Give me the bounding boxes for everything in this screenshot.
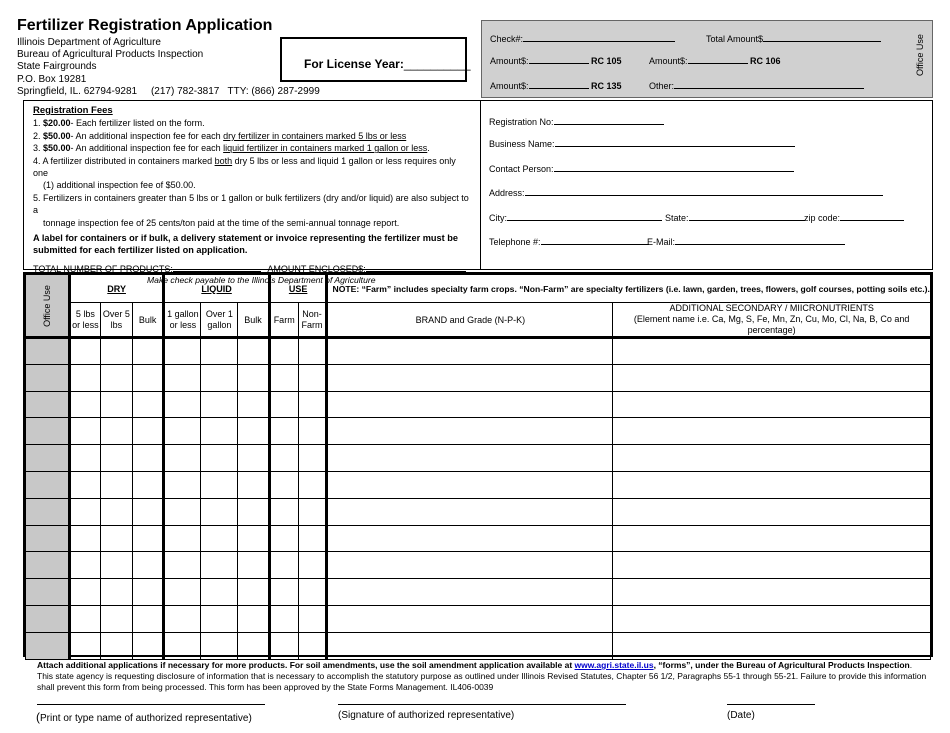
entry-cell[interactable] — [269, 445, 298, 472]
entry-cell[interactable] — [100, 552, 132, 579]
use-header: USE — [269, 275, 327, 303]
state-label: State: — [665, 213, 689, 223]
agency-address — [17, 37, 320, 98]
label-note-1: A label for containers or if bulk, a delivery statement or invoice representing the fertilizer must be — [33, 233, 458, 244]
entry-cell[interactable] — [164, 445, 201, 472]
entry-cell[interactable] — [201, 471, 238, 498]
entry-cell[interactable] — [269, 632, 298, 659]
entry-cell[interactable] — [69, 338, 100, 365]
entry-cell[interactable] — [298, 498, 327, 525]
office-use-cell — [26, 391, 70, 418]
entry-cell[interactable] — [69, 552, 100, 579]
address-line: Illinois Department of Agriculture — [17, 37, 161, 48]
entry-cell[interactable] — [298, 364, 327, 391]
entry-cell[interactable] — [238, 338, 270, 365]
entry-cell[interactable] — [100, 498, 132, 525]
entry-cell[interactable] — [100, 471, 132, 498]
entry-cell[interactable] — [238, 605, 270, 632]
office-use-cell — [26, 525, 70, 552]
table-row — [26, 391, 931, 418]
entry-cell[interactable] — [201, 605, 238, 632]
products-table — [25, 274, 931, 660]
entry-cell[interactable] — [238, 552, 270, 579]
entry-cell[interactable] — [238, 525, 270, 552]
address-label: Address: — [489, 188, 525, 198]
entry-cell[interactable] — [201, 445, 238, 472]
entry-cell[interactable] — [164, 552, 201, 579]
amount-label: Amount$: — [649, 56, 688, 66]
entry-cell[interactable] — [298, 391, 327, 418]
entry-cell[interactable] — [69, 605, 100, 632]
payable-note: Make check payable to the Illinois Department of Agriculture — [147, 275, 376, 286]
city-field[interactable] — [489, 212, 662, 223]
liquid-over1-header: Over 1 gallon — [201, 303, 238, 338]
entry-cell[interactable] — [132, 338, 164, 365]
entry-cell[interactable] — [164, 605, 201, 632]
table-row — [26, 579, 931, 606]
entry-cell[interactable] — [238, 418, 270, 445]
entry-cell[interactable] — [298, 445, 327, 472]
entry-cell[interactable] — [132, 364, 164, 391]
check-label: Check#: — [490, 34, 524, 44]
entry-cell[interactable] — [69, 525, 100, 552]
fee-item-4: 4. A fertilizer distributed in containers marked both dry 5 lbs or less and liquid 1 gallon or less requires only one — [33, 155, 456, 179]
entry-cell[interactable] — [327, 605, 613, 632]
total-amount-label: Total Amount$ — [706, 34, 764, 44]
rc135-code: RC 135 — [591, 81, 622, 91]
entry-cell[interactable] — [327, 364, 613, 391]
entry-cell[interactable] — [613, 364, 931, 391]
entry-cell[interactable] — [238, 471, 270, 498]
entry-cell[interactable] — [613, 445, 931, 472]
office-use-cell — [26, 338, 70, 365]
additional-subtitle: (Element name i.e. Ca, Mg, S, Fe, Mn, Zn, Cu, Mo, Cl, Na, B, Co and percentage) — [633, 314, 910, 335]
entry-cell[interactable] — [100, 445, 132, 472]
office-use-panel — [481, 20, 933, 98]
total-amount-field[interactable] — [706, 33, 881, 44]
entry-cell[interactable] — [69, 579, 100, 606]
products-table-wrap — [23, 272, 933, 657]
entry-cell[interactable] — [132, 605, 164, 632]
table-row — [26, 498, 931, 525]
entry-cell[interactable] — [269, 605, 298, 632]
use-nonfarm-header: Non-Farm — [298, 303, 327, 338]
amount-enclosed-label: AMOUNT ENCLOSED$: — [267, 263, 366, 274]
business-name-field[interactable] — [489, 138, 795, 149]
entry-cell[interactable] — [238, 445, 270, 472]
table-row — [26, 525, 931, 552]
table-row — [26, 418, 931, 445]
entry-cell[interactable] — [327, 552, 613, 579]
address-line: State Fairgrounds — [17, 61, 97, 73]
table-row — [26, 364, 931, 391]
entry-cell[interactable] — [164, 471, 201, 498]
entry-cell[interactable] — [100, 391, 132, 418]
entry-cell[interactable] — [201, 418, 238, 445]
entry-cell[interactable] — [164, 498, 201, 525]
other-field[interactable] — [649, 80, 864, 91]
entry-cell[interactable] — [298, 418, 327, 445]
entry-cell[interactable] — [100, 525, 132, 552]
fee-item-4-cont: (1) additional inspection fee of $50.00. — [43, 180, 196, 191]
entry-cell[interactable] — [327, 471, 613, 498]
rc106-code: RC 106 — [750, 56, 781, 66]
email-field[interactable] — [647, 236, 845, 247]
footer-notes — [37, 660, 927, 693]
address-line: Springfield, IL. 62794-9281 (217) 782-3817 TTY: (866) 287-2999 — [17, 85, 320, 97]
entry-cell[interactable] — [238, 391, 270, 418]
entry-cell[interactable] — [132, 418, 164, 445]
entry-cell[interactable] — [298, 338, 327, 365]
entry-cell[interactable] — [69, 445, 100, 472]
entry-cell[interactable] — [201, 552, 238, 579]
entry-cell[interactable] — [132, 498, 164, 525]
entry-cell[interactable] — [613, 391, 931, 418]
office-use-cell — [26, 471, 70, 498]
print-name-line[interactable] — [37, 704, 265, 705]
liquid-bulk-header: Bulk — [238, 303, 270, 338]
zip-field[interactable] — [804, 212, 904, 223]
entry-cell[interactable] — [100, 418, 132, 445]
other-label: Other: — [649, 81, 675, 91]
date-label: (Date) — [727, 710, 755, 721]
entry-cell[interactable] — [298, 632, 327, 659]
additional-nutrients-header — [613, 303, 931, 338]
office-use-cell — [26, 632, 70, 659]
liquid-1gal-header: 1 gallon or less — [164, 303, 201, 338]
entry-cell[interactable] — [201, 364, 238, 391]
entry-cell[interactable] — [201, 391, 238, 418]
table-row — [26, 471, 931, 498]
fee-item-5-cont: tonnage inspection fee of 25 cents/ton paid at the time of the semi-annual tonnage report. — [43, 217, 400, 228]
entry-cell[interactable] — [298, 605, 327, 632]
entry-cell[interactable] — [327, 632, 613, 659]
contact-person-field[interactable] — [489, 163, 794, 174]
entry-cell[interactable] — [613, 552, 931, 579]
entry-cell[interactable] — [238, 579, 270, 606]
entry-cell[interactable] — [238, 498, 270, 525]
entry-cell[interactable] — [327, 579, 613, 606]
entry-cell[interactable] — [327, 418, 613, 445]
registration-no-label: Registration No: — [489, 117, 554, 127]
entry-cell[interactable] — [269, 525, 298, 552]
dry-header: DRY — [69, 275, 164, 303]
farm-note: NOTE: “Farm” includes specialty farm crops. “Non-Farm” are specialty fertilizers (i.e. lawn, garden, trees, flowers, golf courses, potting soils etc.). — [327, 275, 931, 303]
office-use-cell — [26, 445, 70, 472]
office-use-cell — [26, 418, 70, 445]
entry-cell[interactable] — [164, 632, 201, 659]
contact-person-label: Contact Person: — [489, 164, 554, 174]
entry-cell[interactable] — [298, 552, 327, 579]
entry-cell[interactable] — [164, 338, 201, 365]
entry-cell[interactable] — [327, 338, 613, 365]
brand-header: BRAND and Grade (N-P-K) — [327, 303, 613, 338]
entry-cell[interactable] — [201, 632, 238, 659]
office-use-cell — [26, 364, 70, 391]
telephone-field[interactable] — [489, 236, 649, 247]
address-line: P.O. Box 19281 — [17, 73, 87, 85]
entry-cell[interactable] — [613, 605, 931, 632]
total-products-label: TOTAL NUMBER OF PRODUCTS: — [33, 263, 173, 274]
attach-note: Attach additional applications if necessary for more products. For soil amendments, use the soil amendment application available at www.agri.state.il.us, “forms”, under the Bureau of Agricultural Products Inspection. — [37, 660, 913, 670]
entry-cell[interactable] — [201, 579, 238, 606]
entry-cell[interactable] — [69, 632, 100, 659]
entry-cell[interactable] — [613, 418, 931, 445]
entry-cell[interactable] — [69, 498, 100, 525]
office-use-cell — [26, 579, 70, 606]
check-field[interactable] — [490, 33, 675, 44]
entry-cell[interactable] — [132, 525, 164, 552]
table-row — [26, 445, 931, 472]
entry-cell[interactable] — [132, 391, 164, 418]
date-line[interactable] — [727, 704, 815, 705]
license-year-field[interactable] — [304, 57, 471, 71]
agri-website-link[interactable]: www.agri.state.il.us — [574, 660, 654, 670]
license-year-label: For License Year: — [304, 57, 404, 71]
entry-cell[interactable] — [69, 364, 100, 391]
registration-no-field[interactable] — [489, 116, 664, 127]
entry-cell[interactable] — [238, 632, 270, 659]
table-row — [26, 605, 931, 632]
entry-cell[interactable] — [132, 471, 164, 498]
signature-label: (Signature of authorized representative) — [338, 710, 515, 721]
entry-cell[interactable] — [69, 471, 100, 498]
address-line: Bureau of Agricultural Products Inspection — [17, 49, 204, 61]
fee-item-3: 3. $50.00- An additional inspection fee for each liquid fertilizer in containers marked 1 gallon or less. — [33, 143, 430, 154]
entry-cell[interactable] — [164, 391, 201, 418]
entry-cell[interactable] — [201, 525, 238, 552]
office-use-label: Office Use — [41, 284, 52, 327]
entry-cell[interactable] — [269, 498, 298, 525]
dry-5lbs-header: 5 lbs or less — [69, 303, 100, 338]
entry-cell[interactable] — [238, 364, 270, 391]
amount-rc135-field[interactable] — [490, 80, 622, 91]
entry-cell[interactable] — [613, 632, 931, 659]
fee-item-2: 2. $50.00- An additional inspection fee for each dry fertilizer in containers marked 5 lbs or less — [33, 130, 407, 141]
office-use-header — [26, 275, 70, 338]
entry-cell[interactable] — [100, 632, 132, 659]
entry-cell[interactable] — [298, 579, 327, 606]
entry-cell[interactable] — [269, 552, 298, 579]
amount-label: Amount$: — [490, 81, 529, 91]
entry-cell[interactable] — [201, 498, 238, 525]
fees-heading: Registration Fees — [33, 105, 113, 116]
entry-cell[interactable] — [164, 525, 201, 552]
state-field[interactable] — [665, 212, 805, 223]
fee-item-1: 1. $20.00- Each fertilizer listed on the form. — [33, 118, 205, 129]
license-year-box — [280, 37, 471, 82]
table-row — [26, 632, 931, 659]
entry-cell[interactable] — [613, 338, 931, 365]
amount-label: Amount$: — [490, 56, 529, 66]
use-farm-header: Farm — [269, 303, 298, 338]
business-info-box — [480, 100, 933, 270]
entry-cell[interactable] — [69, 391, 100, 418]
rc105-code: RC 105 — [591, 56, 622, 66]
table-row — [26, 552, 931, 579]
entry-cell[interactable] — [613, 471, 931, 498]
office-use-label: Office Use — [915, 34, 925, 76]
telephone-label: Telephone #: — [489, 237, 541, 247]
table-row — [26, 338, 931, 365]
office-use-cell — [26, 552, 70, 579]
entry-cell[interactable] — [164, 364, 201, 391]
office-use-cell — [26, 498, 70, 525]
fee-item-5: 5. Fertilizers in containers greater than 5 lbs or 1 gallon or bulk fertilizers (dry and/or liquid) are also subject to a — [33, 192, 469, 216]
entry-cell[interactable] — [327, 391, 613, 418]
entry-cell[interactable] — [132, 552, 164, 579]
registration-fees-box — [23, 100, 480, 286]
zip-label: zip code: — [804, 213, 841, 223]
entry-cell[interactable] — [269, 391, 298, 418]
entry-cell[interactable] — [100, 338, 132, 365]
business-name-label: Business Name: — [489, 139, 555, 149]
office-use-cell — [26, 605, 70, 632]
dry-bulk-header: Bulk — [132, 303, 164, 338]
entry-cell[interactable] — [269, 418, 298, 445]
entry-cell[interactable] — [613, 525, 931, 552]
entry-cell[interactable] — [269, 579, 298, 606]
entry-cell[interactable] — [132, 579, 164, 606]
entry-cell[interactable] — [327, 525, 613, 552]
entry-cell[interactable] — [100, 579, 132, 606]
amount-rc105-field[interactable] — [490, 55, 622, 66]
entry-cell[interactable] — [269, 364, 298, 391]
entry-cell[interactable] — [269, 471, 298, 498]
entry-cell[interactable] — [613, 579, 931, 606]
additional-title: ADDITIONAL SECONDARY / MIICRONUTRIENTS — [669, 303, 874, 313]
entry-cell[interactable] — [327, 498, 613, 525]
entry-cell[interactable] — [100, 364, 132, 391]
entry-cell[interactable] — [164, 579, 201, 606]
entry-cell[interactable] — [132, 632, 164, 659]
label-note-2: submitted for each fertilizer listed on application. — [33, 245, 248, 256]
entry-cell[interactable] — [201, 338, 238, 365]
form-title: Fertilizer Registration Application — [17, 17, 273, 34]
entry-cell[interactable] — [164, 418, 201, 445]
address-field[interactable] — [489, 187, 883, 198]
entry-cell[interactable] — [298, 525, 327, 552]
liquid-header: LIQUID — [164, 275, 269, 303]
entry-cell[interactable] — [69, 418, 100, 445]
signature-line[interactable] — [338, 704, 626, 705]
amount-rc106-field[interactable] — [649, 55, 781, 66]
disclosure-text: This state agency is requesting disclosure of information that is necessary to accomplish the statutory purpose as outlined under Illinois Revised Statutes, Chapter 56 1/2, Paragraphs 55-1 through 55-21. Failure to provide this information shall prevent this form from being processed. This form has been approved by the State Forms Management. IL406-0039 — [37, 671, 927, 692]
email-label: E-Mail: — [647, 237, 676, 247]
entry-cell[interactable] — [269, 338, 298, 365]
entry-cell[interactable] — [327, 445, 613, 472]
dry-over5-header: Over 5 lbs — [100, 303, 132, 338]
entry-cell[interactable] — [132, 445, 164, 472]
entry-cell[interactable] — [100, 605, 132, 632]
print-name-label: (Print or type name of authorized representative) — [36, 710, 252, 724]
entry-cell[interactable] — [298, 471, 327, 498]
license-year-blank: __________ — [403, 57, 471, 71]
entry-cell[interactable] — [613, 498, 931, 525]
city-label: City: — [489, 213, 507, 223]
